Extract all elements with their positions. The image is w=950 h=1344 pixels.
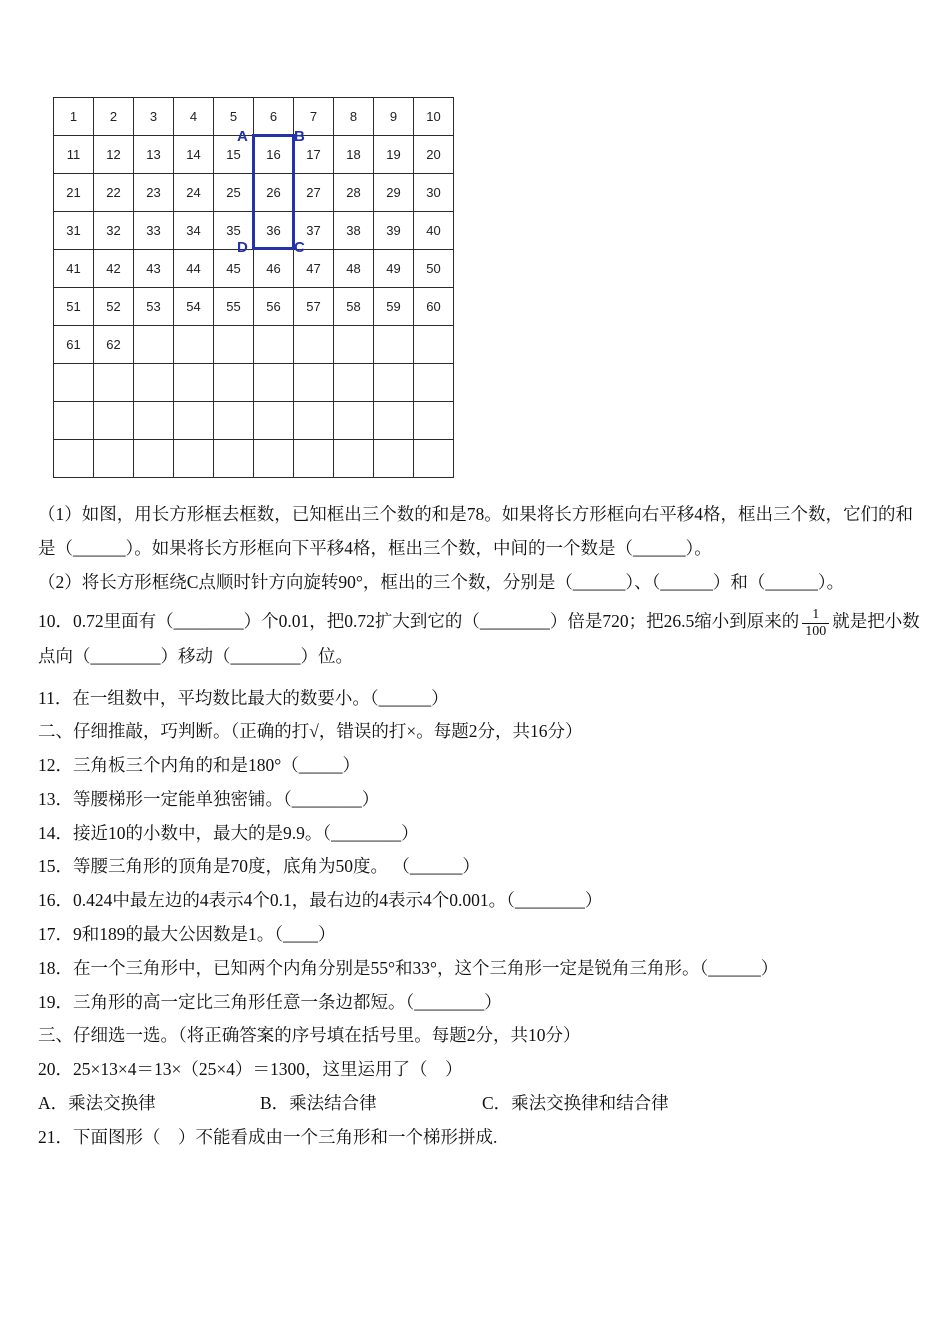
grid-cell [54,364,94,402]
q13: 13．等腰梯形一定能单独密铺。（________） [38,788,380,809]
grid-row [54,288,454,326]
q19: 19．三角形的高一定比三角形任意一条边都短。（________） [38,991,502,1012]
q15: 15．等腰三角形的顶角是70度，底角为50度。 （______） [38,856,480,877]
fraction-denominator: 100 [802,623,829,640]
grid-cell: 54 [174,288,214,326]
grid-cell [54,402,94,440]
grid-cell: 38 [334,212,374,250]
grid-cell: 47 [294,250,334,288]
grid-cell: 9 [374,98,414,136]
grid-cell [94,364,134,402]
grid-cell: 43 [134,250,174,288]
grid-cell: 18 [334,136,374,174]
grid-cell: 31 [54,212,94,250]
grid-cell: 59 [374,288,414,326]
grid-cell [214,402,254,440]
grid-cell: 30 [414,174,454,212]
grid-row [54,364,454,402]
grid-row [54,326,454,364]
grid-cell [294,402,334,440]
grid-cell: 61 [54,326,94,364]
grid-cell: 57 [294,288,334,326]
q10 [38,599,920,681]
grid-cell [94,440,134,478]
grid-cell: 39 [374,212,414,250]
grid-cell [174,326,214,364]
grid-cell: 25 [214,174,254,212]
grid-cell: 55 [214,288,254,326]
grid-cell [414,402,454,440]
grid-cell: 22 [94,174,134,212]
grid-cell: 16 [254,136,294,174]
grid-cell: 2 [94,98,134,136]
grid-cell [254,402,294,440]
grid-cell [294,440,334,478]
grid-cell: 28 [334,174,374,212]
grid-cell: 51 [54,288,94,326]
grid-cell: 42 [94,250,134,288]
grid-cell [374,364,414,402]
grid-cell: 52 [94,288,134,326]
number-table [53,97,454,478]
frame-label-b: B [294,128,305,145]
grid-cell: 12 [94,136,134,174]
section-2-header: 二、仔细推敲，巧判断。（正确的打√，错误的打×。每题2分，共16分） [38,721,583,742]
grid-cell: 40 [414,212,454,250]
q20: 20．25×13×4＝13×（25×4）＝1300，这里运用了（ ） [38,1059,463,1080]
grid-cell [174,402,214,440]
grid-cell [214,440,254,478]
grid-cell: 46 [254,250,294,288]
grid-cell [134,402,174,440]
q16: 16．0.424中最左边的4表示4个0.1，最右边的4表示4个0.001。（________） [38,890,603,911]
grid-cell: 20 [414,136,454,174]
grid-cell: 14 [174,136,214,174]
grid-cell: 8 [334,98,374,136]
grid-cell: 6 [254,98,294,136]
grid-cell [134,364,174,402]
grid-row [54,402,454,440]
grid-cell [174,364,214,402]
grid-cell: 1 [54,98,94,136]
grid-row [54,250,454,288]
grid-cell [294,326,334,364]
grid-cell: 56 [254,288,294,326]
grid-cell [94,402,134,440]
fraction [802,607,829,640]
number-grid [53,97,454,478]
grid-cell: 5 [214,98,254,136]
fraction-numerator: 1 [812,606,820,622]
grid-cell [414,326,454,364]
fraction-line-after: 就是把小数点向（________）移动（________）位。 [38,611,920,666]
grid-cell: 26 [254,174,294,212]
q9-sub1: （1）如图，用长方形框去框数，已知框出三个数的和是78。如果将长方形框向右平移4格，框出三个数，它们的和是（______）。如果将长方形框向下平移4格，框出三个数，中间的一个数是（______）。 [38,504,913,558]
grid-cell [374,326,414,364]
grid-cell [334,364,374,402]
grid-cell [254,440,294,478]
grid-cell: 48 [334,250,374,288]
grid-cell [254,326,294,364]
grid-row [54,98,454,136]
grid-cell: 41 [54,250,94,288]
fraction-line-before: 10．0.72里面有（________）个0.01，把0.72扩大到它的（________）倍是720；把26.5缩小到原来的 [38,611,800,632]
grid-cell: 3 [134,98,174,136]
grid-cell: 45 [214,250,254,288]
q18: 18．在一个三角形中，已知两个内角分别是55°和33°，这个三角形一定是锐角三角形。（______） [38,957,779,978]
frame-label-a: A [237,128,248,145]
grid-cell [334,326,374,364]
option-item: C．乘法交换律和结合律 [482,1092,669,1113]
grid-cell: 17 [294,136,334,174]
section-3-header: 三、仔细选一选。（将正确答案的序号填在括号里。每题2分，共10分） [38,1025,581,1046]
grid-cell [374,440,414,478]
grid-cell: 24 [174,174,214,212]
grid-cell: 33 [134,212,174,250]
grid-cell: 7 [294,98,334,136]
grid-cell: 53 [134,288,174,326]
grid-cell [414,364,454,402]
frame-label-d: D [237,239,248,256]
grid-cell: 36 [254,212,294,250]
grid-cell: 13 [134,136,174,174]
grid-row [54,440,454,478]
q17: 17．9和189的最大公因数是1。（____） [38,924,336,944]
grid-cell: 32 [94,212,134,250]
grid-cell [414,440,454,478]
grid-cell [254,364,294,402]
grid-cell: 44 [174,250,214,288]
grid-row [54,212,454,250]
grid-cell: 34 [174,212,214,250]
grid-cell [374,402,414,440]
q14: 14．接近10的小数中，最大的是9.9。（________） [38,822,419,843]
grid-cell: 11 [54,136,94,174]
grid-cell [174,440,214,478]
grid-cell: 23 [134,174,174,212]
grid-row [54,136,454,174]
grid-cell: 35 [214,212,254,250]
grid-cell: 19 [374,136,414,174]
q12: 12．三角板三个内角的和是180°（_____） [38,755,360,776]
grid-cell: 37 [294,212,334,250]
q20-options [38,1087,920,1121]
grid-cell [214,364,254,402]
q11: 11．在一组数中，平均数比最大的数要小。（______） [38,687,449,708]
grid-row [54,174,454,212]
option-item: B．乘法结合律 [260,1092,377,1113]
grid-cell [294,364,334,402]
grid-cell [214,326,254,364]
grid-cell: 21 [54,174,94,212]
grid-cell: 10 [414,98,454,136]
grid-cell [334,402,374,440]
grid-cell: 62 [94,326,134,364]
q9-sub2: （2）将长方形框绕C点顺时针方向旋转90°，框出的三个数，分别是（______）、（______）和（______）。 [38,571,845,592]
grid-cell [134,440,174,478]
grid-cell [54,440,94,478]
question-text-block [38,498,920,1154]
option-item: A．乘法交换律 [38,1092,156,1113]
q21: 21．下面图形（ ）不能看成由一个三角形和一个梯形拼成. [38,1126,498,1147]
grid-cell [334,440,374,478]
grid-cell: 15 [214,136,254,174]
grid-cell: 49 [374,250,414,288]
grid-cell [134,326,174,364]
grid-cell: 4 [174,98,214,136]
frame-label-c: C [294,239,305,256]
grid-cell: 58 [334,288,374,326]
grid-cell: 27 [294,174,334,212]
grid-cell: 60 [414,288,454,326]
grid-cell: 29 [374,174,414,212]
grid-cell: 50 [414,250,454,288]
